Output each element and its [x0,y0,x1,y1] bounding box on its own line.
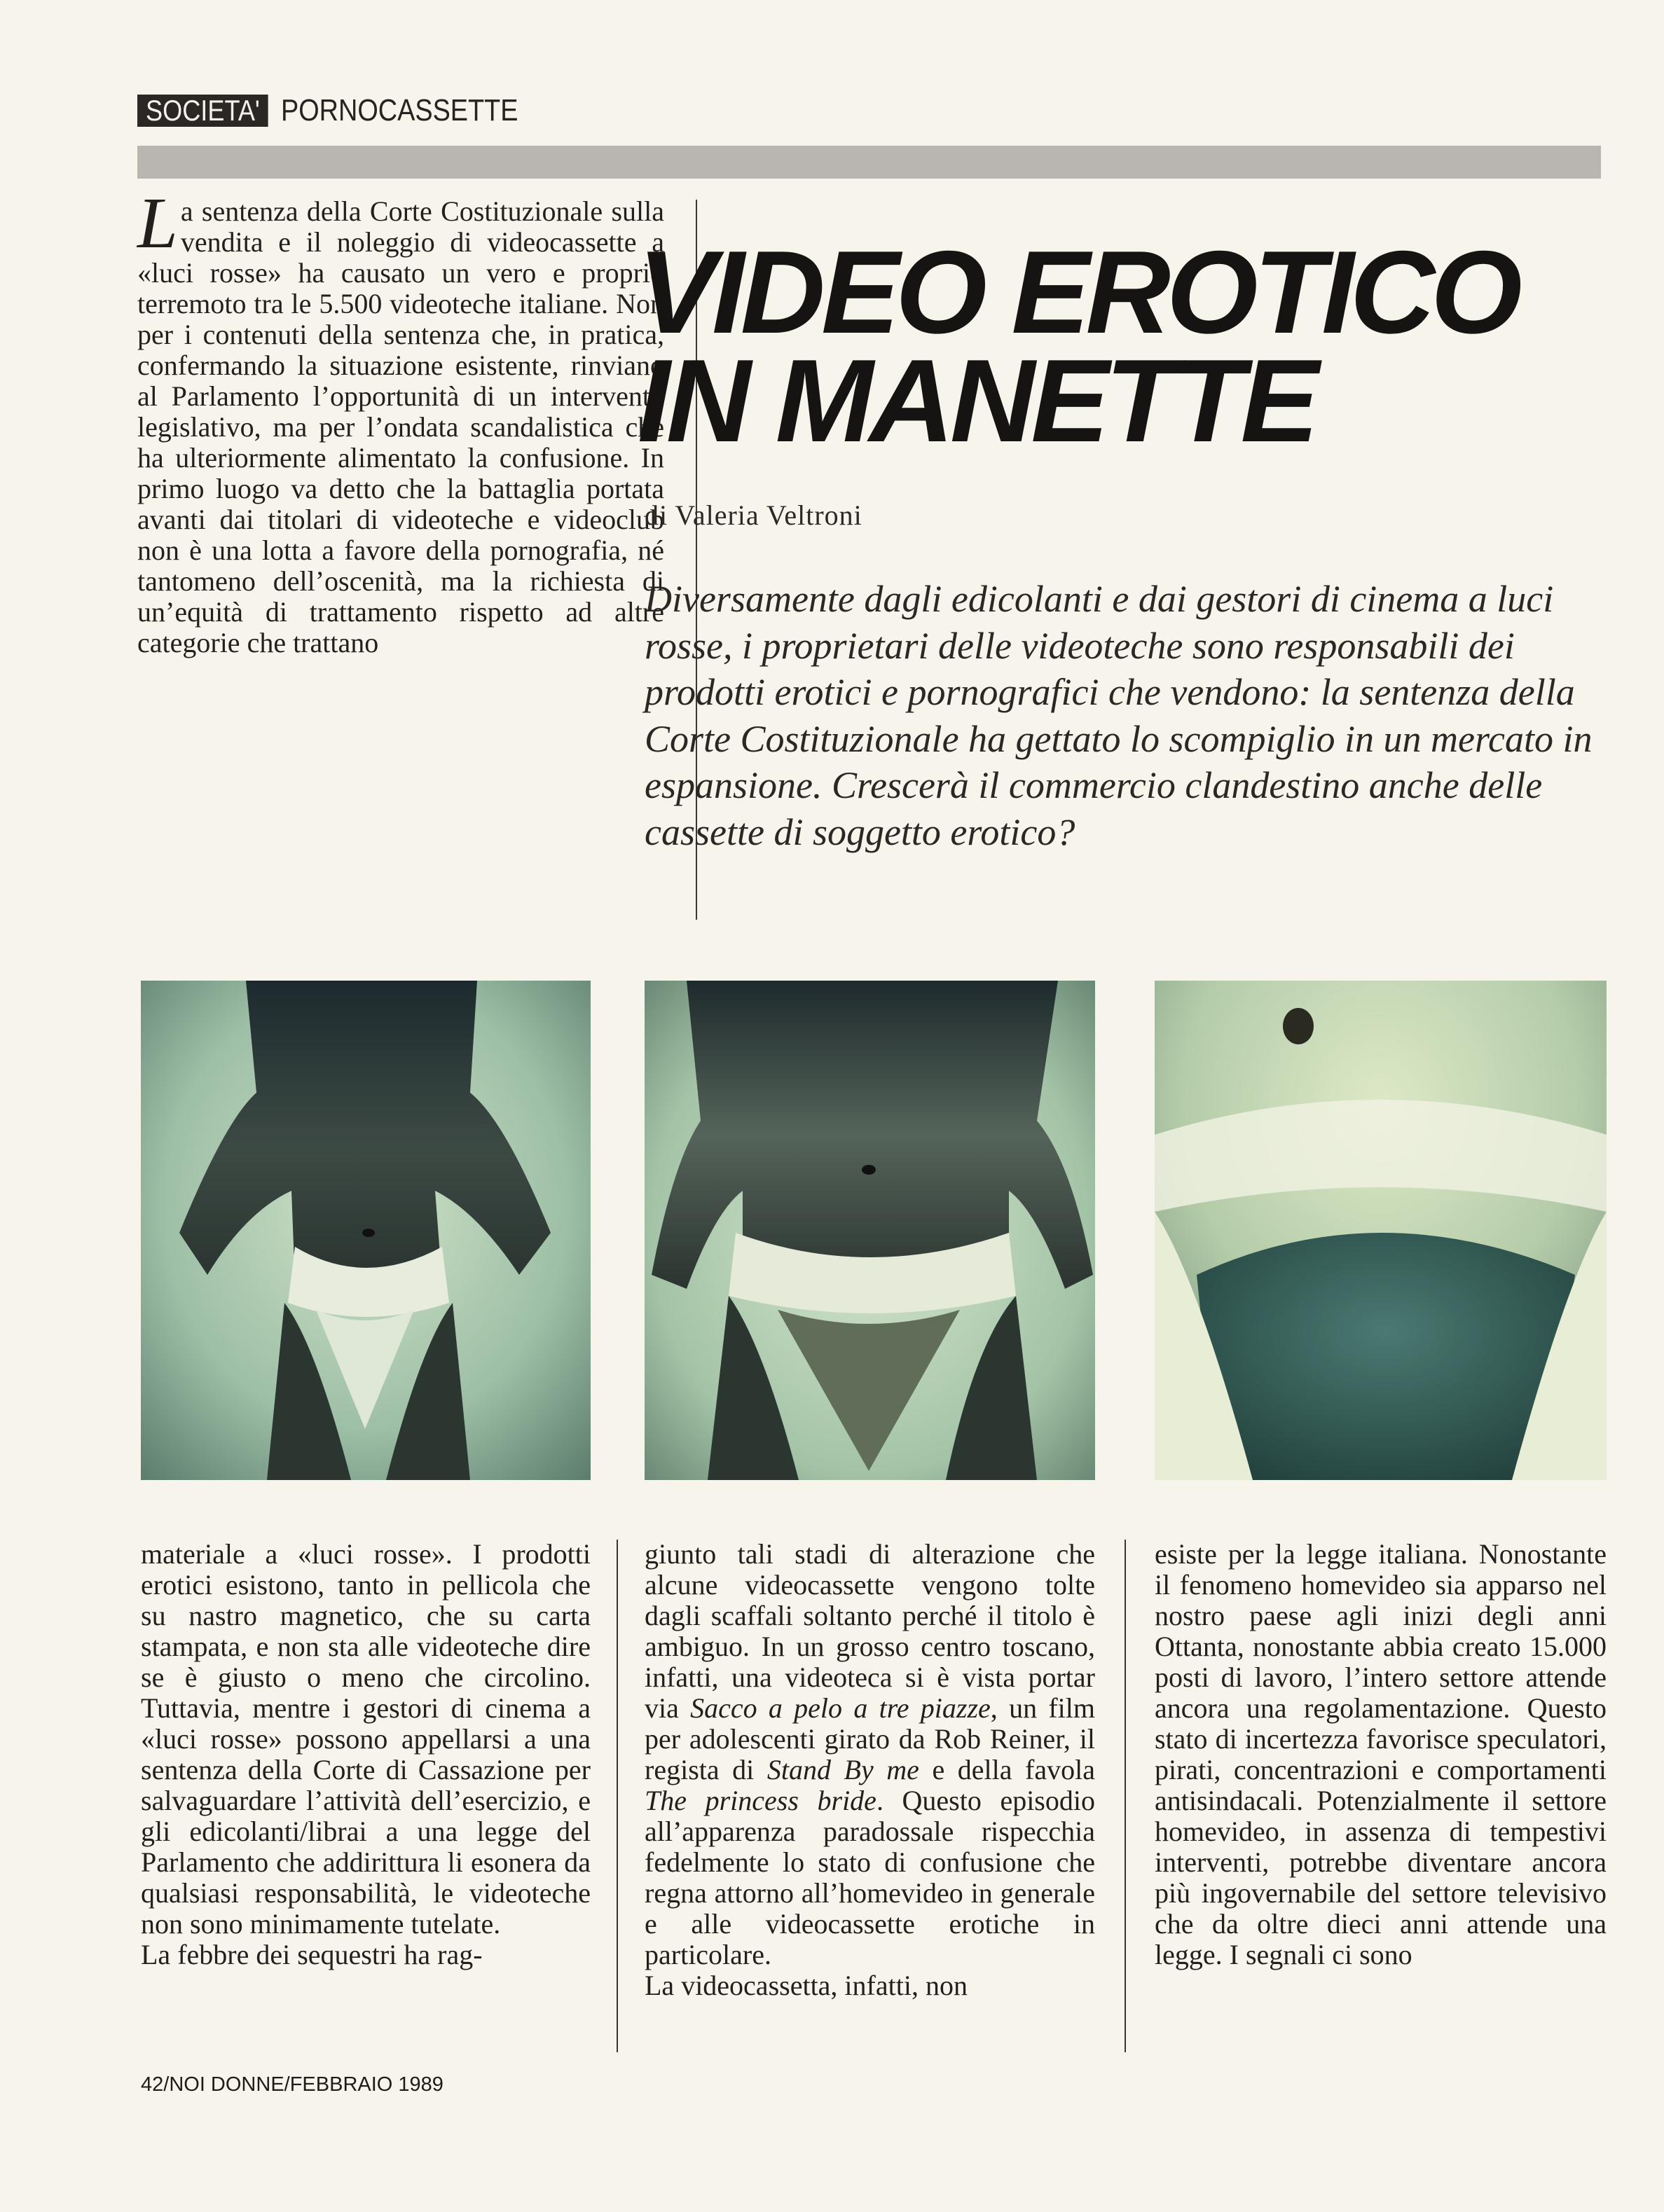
headline-line-2: IN MANETTE [638,335,1315,466]
column-divider [617,1540,618,2052]
lead-column [137,183,664,658]
body-paragraph: materiale a «luci rosse». I prodotti erotici esistono, tanto in pellicola che su nastro magnetico, che su carta stampata, e non sta alle videoteche dire se è giusto o meno che circolino. Tuttavia, mentre i gestori di cinema a «luci rosse» possono appellarsi a una sentenza della Corte di Cassazione per salvaguardare l’attività dell’esercizio, e gli edicolanti/librai a una legge del Parlamento che addirittura li esonera da qualsiasi responsabilità, le videoteche non sono minimamente tutelate. [141,1538,591,1940]
video-still-photo-1 [141,981,591,1480]
body-column-2 [645,1539,1095,2001]
section-tag: SOCIETA' [137,95,268,127]
section-header [137,95,557,127]
byline: di Valeria Veltroni [645,499,862,531]
body-paragraph: giunto tali stadi di alterazione che alcune videocassette vengono tolte dagli scaffali soltanto perché il titolo è ambiguo. In un grosso centro toscano, infatti, una videoteca si è vista portar via Sacco a pelo a tre piazze, un film per adolescenti girato da Rob Reiner, il regista di Stand By me e della favola The princess bride. Questo episodio all’apparenza paradossale rispecchia fedelmente lo stato di confusione che regna attorno all’homevideo in generale e alle videocassette erotiche in particolare. [645,1538,1095,1970]
headline [638,226,1618,466]
film-title: The princess bride [645,1785,876,1816]
header-band [137,146,1601,179]
film-title: Stand By me [766,1754,919,1785]
deck-subtitle: Diversamente dagli edicolanti e dai gestori di cinema a luci rosse, i proprietari delle videoteche sono responsabili dei prodotti erotici e pornografici che vendono: la sentenza della Corte Costituzionale ha gettato lo scompiglio in un mercato in espansione. Crescerà il commercio clandestino anche delle cassette di soggetto erotico? [645,578,1593,853]
headline-line-1: VIDEO EROTICO [638,226,1518,358]
section-topic: PORNOCASSETTE [281,93,518,127]
body-paragraph: La febbre dei sequestri ha rag- [141,1939,483,1970]
body-column-1 [141,1539,591,1970]
drop-cap: L [137,183,178,263]
body-paragraph: esiste per la legge italiana. Nonostante il fenomeno homevideo sia apparso nel nostro paese agli inizi degli anni Ottanta, nonostante abbia creato 15.000 posti di lavoro, l’intero settore attende ancora una regolamentazione. Questo stato di incertezza favorisce speculatori, pirati, concentrazioni e comportamenti antisindacali. Potenzialmente il settore homevideo, in assenza di tempestivi interventi, potrebbe diventare ancora più ingovernabile del settore televisivo che da oltre dieci anni attende una legge. I segnali ci sono [1155,1538,1607,1970]
lead-paragraph: a sentenza della Corte Costituzionale sulla vendita e il noleggio di videocassette a «luci rosse» ha causato un vero e proprio terremoto tra le 5.500 videoteche italiane. Non per i contenuti della sentenza che, in pratica, confermando la situazione esistente, rinviano al Parlamento l’opportunità di un intervento legislativo, ma per l’ondata scandalistica che ha ulteriormente alimentato la confusione. In primo luogo va detto che la battaglia portata avanti dai titolari di videoteche e videoclub non è una lotta a favore della pornografia, né tantomeno dell’oscenità, ma la richiesta di un’equità di trattamento rispetto ad altre categorie che trattano [137,195,664,658]
video-still-photo-2 [645,981,1095,1480]
body-column-3 [1155,1539,1607,1970]
column-divider [1125,1540,1126,2052]
body-paragraph: La videocassetta, infatti, non [645,1970,968,2001]
video-still-photo-3 [1155,981,1607,1480]
page-folio: 42/NOI DONNE/FEBBRAIO 1989 [141,2073,443,2096]
film-title: Sacco a pelo a tre piazze [690,1692,991,1724]
